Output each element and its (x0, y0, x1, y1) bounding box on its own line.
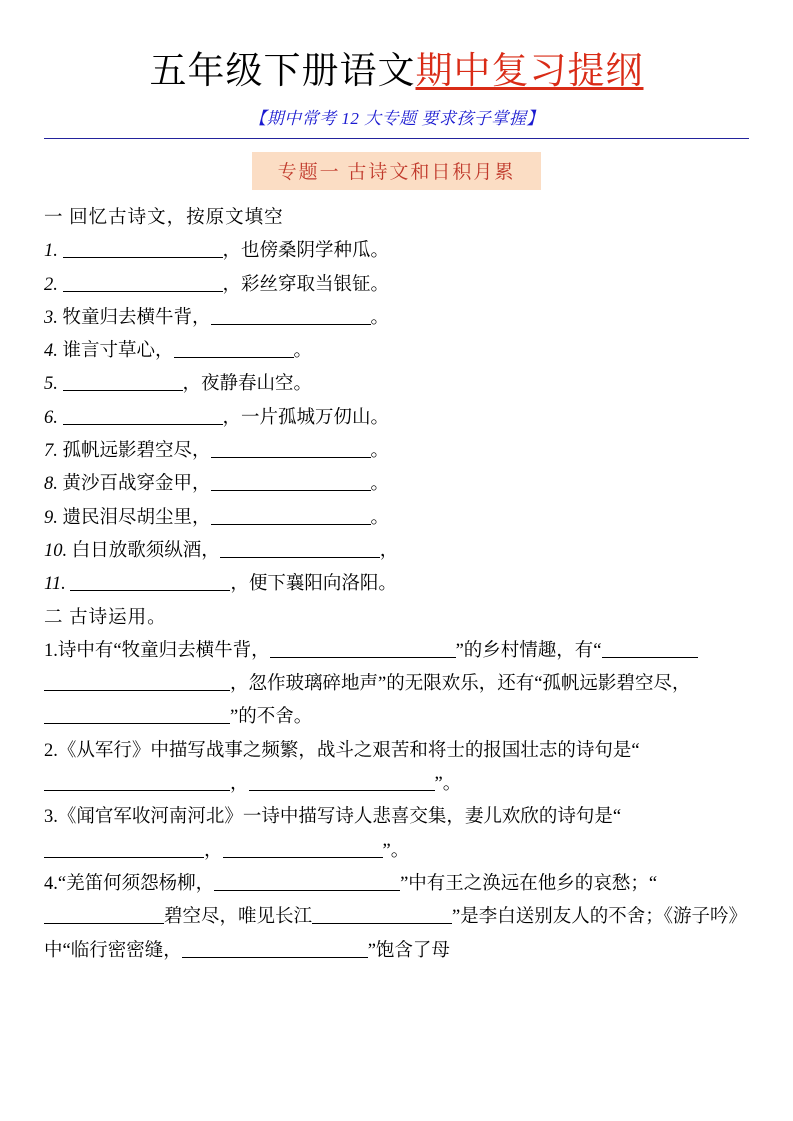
item-number: 8. (44, 474, 58, 495)
item-pre-text: 孤帆远影碧空尽， (62, 441, 211, 462)
header-divider (44, 138, 749, 139)
fill-in-item (44, 335, 749, 368)
item-number: 5. (44, 374, 58, 395)
question-item (44, 868, 749, 968)
document-body (44, 202, 749, 968)
answer-blank[interactable] (249, 772, 435, 792)
item-number: 10. (44, 540, 68, 561)
item-pre-text: 谁言寸草心， (62, 341, 174, 362)
question-item (44, 735, 749, 802)
page-title (44, 40, 749, 94)
section-one-heading: 一 回忆古诗文，按原文填空 (44, 208, 284, 228)
item-number: 11. (44, 574, 66, 595)
fill-in-item (44, 235, 749, 268)
question-text: ”饱含了母 (367, 940, 450, 961)
fill-in-item (44, 269, 749, 302)
item-post-text: ，夜静春山空。 (182, 374, 313, 395)
answer-blank[interactable] (44, 772, 230, 792)
answer-blank[interactable] (270, 638, 456, 658)
question-item (44, 635, 749, 735)
item-post-text: ，便下襄阳向洛阳。 (230, 574, 397, 595)
answer-blank[interactable] (220, 538, 380, 558)
answer-blank[interactable] (63, 272, 223, 292)
fill-in-item (44, 468, 749, 501)
fill-in-item (44, 368, 749, 401)
question-text: 句是“ (575, 807, 622, 828)
question-text: 诗句是“ (575, 740, 640, 761)
section-banner-wrap (44, 152, 749, 190)
item-number: 1. (44, 241, 58, 262)
answer-blank[interactable] (70, 572, 230, 592)
title-black-part: 五年级下册语文 (149, 51, 416, 92)
item-post-text: 。 (370, 307, 390, 328)
item-pre-text: 白日放歌须纵酒， (71, 540, 220, 561)
fill-in-item (44, 568, 749, 601)
answer-blank[interactable] (174, 339, 294, 359)
question-text: ”中有王之涣远在他乡的 (400, 873, 594, 894)
answer-blank[interactable] (312, 905, 452, 925)
item-pre-text: 牧童归去横牛背， (62, 307, 211, 328)
item-number: 6. (44, 407, 58, 428)
question-text: ”是李白送别友 (452, 907, 572, 928)
answer-blank[interactable] (211, 505, 371, 525)
question-text: ，忽作玻璃碎地声”的无限欢乐，还有“孤帆远影 (230, 674, 617, 695)
answer-blank[interactable] (214, 871, 400, 891)
subtitle: 【期中常考 12 大专题 要求孩子掌握】 (249, 109, 544, 128)
item-post-text: ，也傍桑阴学种瓜。 (222, 241, 390, 262)
item-number: 3. (44, 307, 58, 328)
item-post-text: 。 (293, 341, 313, 362)
question-text: ”的不舍。 (230, 707, 313, 728)
question-text: 2.《从军行》中描写战事之频繁，战斗之艰苦和将士的报国壮志的 (44, 740, 576, 761)
section-banner: 专题一 古诗文和日积月累 (252, 152, 542, 190)
question-text: ”。 (434, 774, 462, 795)
answer-blank[interactable] (63, 405, 223, 425)
item-number: 9. (44, 507, 58, 528)
question-text: ， (204, 840, 223, 861)
section-two-heading: 二 古诗运用。 (44, 607, 167, 628)
fill-in-item (44, 302, 749, 335)
answer-blank[interactable] (63, 239, 223, 259)
answer-blank[interactable] (211, 439, 371, 459)
title-red-part: 期中复习提纲 (415, 51, 644, 92)
question-text: ”的乡村情趣，有“ (455, 640, 602, 661)
answer-blank[interactable] (44, 838, 204, 858)
item-post-text: ，彩丝穿取当银钲。 (222, 274, 390, 295)
item-post-text: ， (379, 540, 399, 561)
question-text: 哀愁；“ (593, 873, 658, 894)
item-number: 2. (44, 274, 58, 295)
answer-blank[interactable] (44, 672, 230, 692)
fill-in-item (44, 402, 749, 435)
item-pre-text: 黄沙百战穿金甲， (62, 474, 211, 495)
answer-blank[interactable] (211, 305, 371, 325)
fill-in-item (44, 502, 749, 535)
answer-blank[interactable] (223, 838, 383, 858)
answer-blank[interactable] (44, 705, 230, 725)
answer-blank[interactable] (63, 372, 183, 392)
question-text: 碧空尽，唯见长江 (164, 907, 313, 928)
question-text: 4.“羌笛何须怨杨柳， (44, 873, 215, 894)
answer-blank[interactable] (182, 938, 368, 958)
item-pre-text: 遗民泪尽胡尘里， (62, 507, 211, 528)
question-text: ， (230, 774, 249, 795)
item-number: 4. (44, 341, 58, 362)
question-text: 3.《闻官军收河南河北》一诗中描写诗人悲喜交集，妻儿欢欣的诗 (44, 807, 576, 828)
question-text: 1.诗中有“牧童归去横牛背， (44, 640, 270, 661)
question-text: 人的不舍；《游子吟》中“临行密密缝， (44, 907, 747, 961)
question-item (44, 801, 749, 868)
fill-in-item (44, 535, 749, 568)
item-number: 7. (44, 441, 58, 462)
fill-in-item (44, 435, 749, 468)
item-post-text: 。 (370, 507, 390, 528)
answer-blank[interactable] (211, 472, 371, 492)
answer-blank[interactable] (44, 905, 164, 925)
answer-blank[interactable] (602, 638, 698, 658)
item-post-text: 。 (370, 474, 390, 495)
item-post-text: ，一片孤城万仞山。 (222, 407, 390, 428)
item-post-text: 。 (370, 441, 390, 462)
question-text: 碧空尽， (616, 674, 691, 695)
question-text: ”。 (382, 840, 410, 861)
